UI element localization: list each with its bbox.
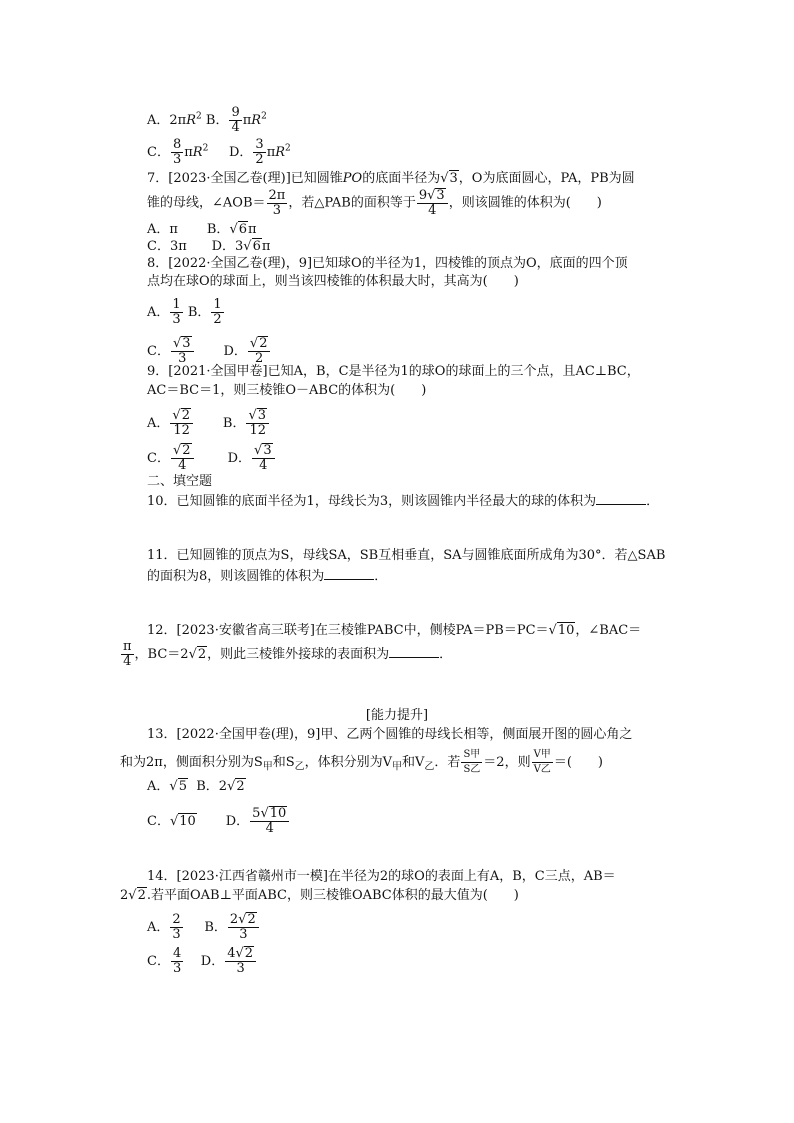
q8-line2: 点均在球O的球面上，则当该四棱锥的体积最大时，其高为( ) — [147, 274, 519, 289]
q7-line1: 7．[2023·全国乙卷(理)]已知圆锥PO的底面半径为√3，O为底面圆心，PA，PB为圆 — [147, 171, 635, 186]
q13-line2: 和为2π，侧面积分别为$S_甲$和$S_乙$，体积分别为$V_甲$和$V_乙$．若 $\frac{\text{S甲}}{\text{S乙}}$ ＝2，则 $\frac{\text{V甲}}{\text{V乙}}$ ＝( ) — [120, 749, 603, 775]
q7-option-c: C．3π — [147, 239, 187, 254]
q6-option-a: A．$2\pi R^2$ — [147, 111, 202, 128]
q14-option-b: B． $\frac{2√2}{3}$ — [204, 920, 259, 935]
q13-option-b: B．2√2 — [196, 779, 245, 794]
q14-line1: 14．[2023·江西省赣州市一模]在半径为2的球O的表面上有A，B，C三点，AB＝ — [147, 869, 616, 884]
q10-answer-blank[interactable] — [596, 492, 646, 505]
q12-line2: $\frac{\pi}{4}$ ，BC＝2√2，则此三棱锥外接球的表面积为 ． — [123, 639, 453, 669]
q14-option-a: A． $\frac{2}{3}$ — [147, 911, 181, 942]
q13-options-row1 — [147, 778, 246, 795]
q12-answer-blank[interactable] — [389, 645, 439, 658]
q9-options-row1 — [147, 408, 270, 438]
q7-options-row1 — [147, 221, 257, 238]
section-ability-heading: [能力提升] — [365, 708, 429, 723]
q8-options-row2 — [147, 336, 271, 366]
q6-option-c: C． $\frac{8}{3}$ $\pi R^2$ — [147, 137, 209, 167]
q14-line2: 2√2.若平面OAB⊥平面ABC，则三棱锥OABC体积的最大值为( ) — [120, 888, 519, 903]
q9-option-c: C． $\frac{√2}{4}$ — [147, 451, 195, 466]
q9-option-d: D． $\frac{√3}{4}$ — [228, 451, 276, 466]
q13-option-c: C．√10 — [147, 813, 196, 829]
q7-option-d: D．3√6π — [211, 239, 271, 254]
q7-option-b: B．√6π — [206, 222, 257, 237]
q13-line1: 13．[2022·全国甲卷(理)，9]甲、乙两个圆锥的母线长相等，侧面展开图的圆心角之 — [147, 727, 633, 742]
q14-option-d: D． $\frac{4√2}{3}$ — [201, 954, 257, 969]
q14-options-row1 — [147, 912, 260, 942]
q9-option-a: A． $\frac{√2}{12}$ — [147, 416, 194, 431]
q7-option-a: A．π — [147, 222, 178, 237]
q8-option-d: D． $\frac{√2}{2}$ — [223, 344, 271, 359]
q10-line: 10．已知圆锥的底面半径为1，母线长为3，则该圆锥内半径最大的球的体积为 ． — [147, 494, 660, 509]
q6-option-d: D． $\frac{3}{2}$ $\pi R^2$ — [228, 137, 291, 167]
q9-options-row2 — [147, 443, 276, 473]
q12-line1: 12．[2023·安徽省高三联考]在三棱锥PABC中，侧棱PA＝PB＝PC＝√10，∠BAC＝ — [147, 623, 642, 638]
q8-option-b: B． $\frac{1}{2}$ — [187, 297, 222, 327]
q11-line1: 11．已知圆锥的顶点为S，母线SA，SB互相垂直，SA与圆锥底面所成角为30°．若△SAB — [147, 548, 666, 563]
q9-line1: 9．[2021·全国甲卷]已知A，B，C是半径为1的球O的球面上的三个点，且AC⊥BC， — [147, 364, 640, 379]
section-fill-in-heading: 二、填空题 — [147, 474, 213, 489]
q9-line2: AC＝BC＝1，则三棱锥O－ABC的体积为( ) — [147, 383, 427, 398]
q6-option-b: B． $\frac{9}{4}$ $\pi R^2$ — [205, 105, 267, 135]
q14-options-row2 — [147, 946, 257, 976]
q11-answer-blank[interactable] — [324, 567, 374, 580]
q13-option-d: D． $\frac{5√10}{4}$ — [226, 814, 291, 829]
q8-options-row1 — [147, 298, 225, 327]
q13-option-a: A．√5 — [147, 779, 187, 794]
q13-options-row2 — [147, 806, 290, 836]
q9-option-b: B． $\frac{√3}{12}$ — [223, 416, 270, 431]
q7-options-row2 — [147, 238, 270, 255]
q14-option-c: C． $\frac{4}{3}$ — [147, 945, 182, 976]
q6-row1 — [147, 106, 267, 135]
q8-option-c: C． $\frac{√3}{3}$ — [147, 344, 195, 359]
q8-line1: 8．[2022·全国乙卷(理)，9]已知球O的半径为1，四棱锥的顶点为O，底面的四个顶 — [147, 256, 628, 271]
q6-row2 — [147, 138, 291, 167]
q7-line2: 锥的母线，∠AOB＝ $\frac{2\pi}{3}$ ，若△PAB的面积等于 $\frac{9√3}{4}$ ，则该圆锥的体积为( ) — [147, 187, 602, 218]
q8-option-a: A． $\frac{1}{3}$ — [147, 297, 181, 327]
q11-line2: 的面积为8，则该圆锥的体积为 ． — [147, 569, 388, 584]
